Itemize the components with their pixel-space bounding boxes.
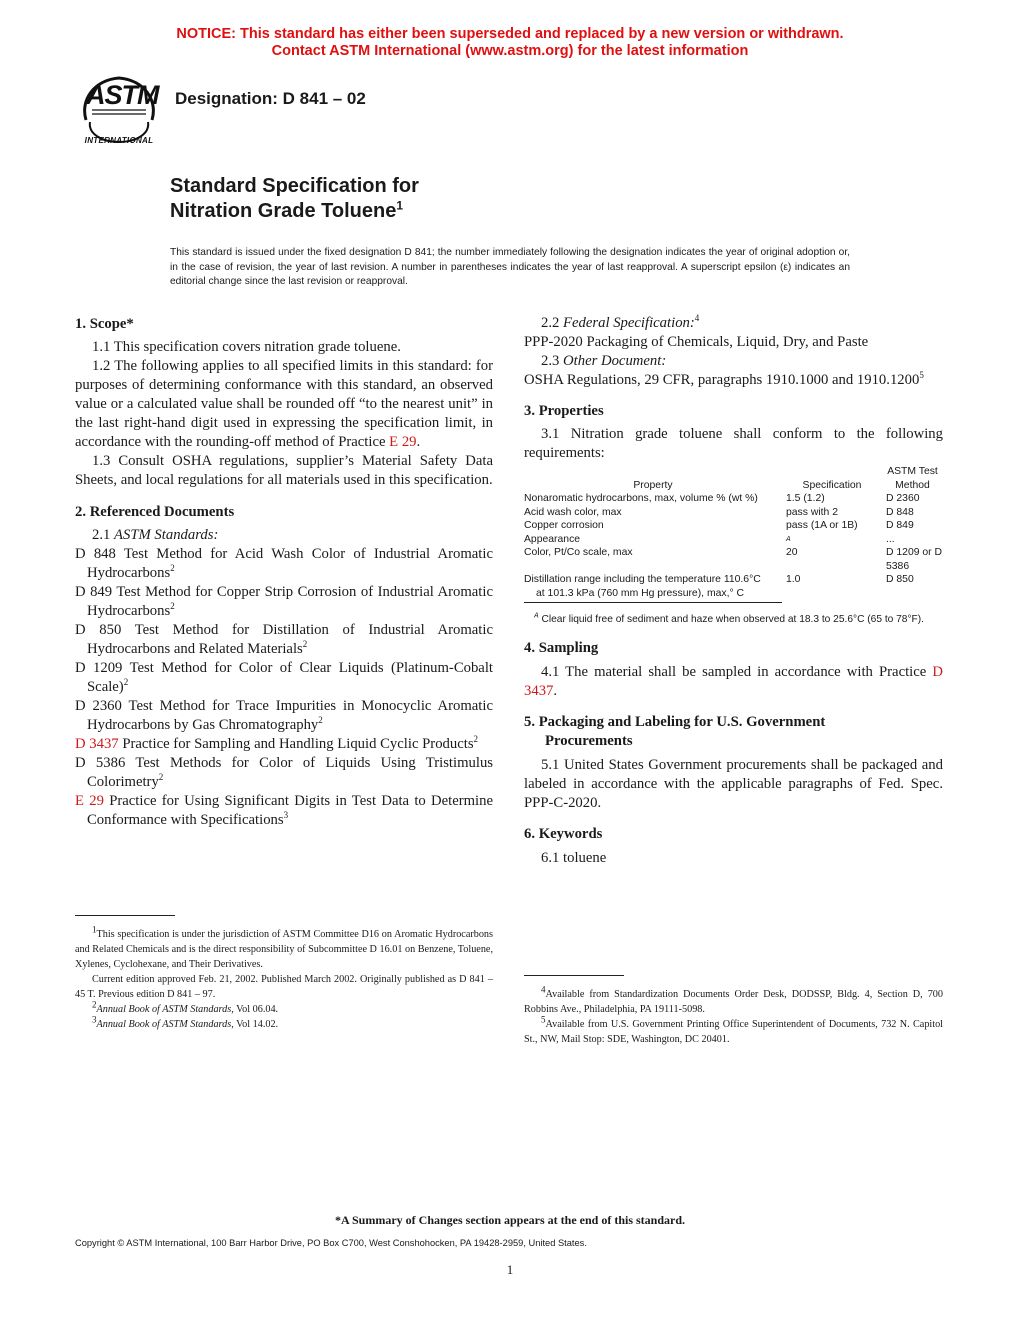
table-row	[524, 519, 943, 533]
cell-method: D 2360	[886, 493, 920, 504]
packaging-5-1: 5.1 United States Government procurements shall be packaged and labeled in accordance with the applicable paragraphs of Fed. Spec. PPP-C-2020.	[524, 757, 943, 811]
packaging-heading-l2: Procurements	[545, 733, 633, 749]
footnote-3-rest: , Vol 14.02.	[231, 1019, 279, 1030]
table-note-text: Clear liquid free of sediment and haze when observed at 18.3 to 25.6°C (65 to 78°F).	[541, 614, 924, 625]
scope-1-3: 1.3 Consult OSHA regulations, supplier’s Material Safety Data Sheets, and local regulations for all materials used in this specification.	[75, 453, 493, 488]
scope-1-1: 1.1 This specification covers nitration grade toluene.	[92, 339, 401, 355]
logo-letters: ASTM	[86, 80, 159, 110]
reference-list	[75, 545, 493, 830]
footnote-rule-right	[524, 975, 624, 976]
refs-2-2	[524, 314, 943, 333]
cell-specification: pass with 2	[786, 506, 838, 518]
cell-property: Distillation range including the temperature 110.6°C at 101.3 kPa (760 mm Hg pressure), max,° C	[524, 574, 761, 599]
reference-title: Practice for Sampling and Handling Liquid Cyclic Products	[122, 736, 474, 752]
reference-item	[75, 583, 493, 621]
footnote-1b: Current edition approved Feb. 21, 2002. Published March 2002. Originally published as D 841 – 45 T. Previous edition D 841 – 97.	[75, 974, 493, 1000]
refs-2-1-label: ASTM Standards:	[114, 527, 219, 543]
notice-line-1: NOTICE: This standard has either been superseded and replaced by a new version or withdrawn.	[176, 26, 844, 42]
reference-title: Test Method for Acid Wash Color of Industrial Aromatic Hydrocarbons	[87, 546, 493, 581]
scope-heading: 1. Scope*	[75, 316, 134, 332]
footnote-1-num: 1	[92, 924, 97, 935]
refs-2-3-label: Other Document:	[563, 353, 667, 369]
designation: Designation: D 841 – 02	[175, 89, 366, 108]
cell-method: D 849	[886, 520, 914, 531]
reference-footnote-ref: 2	[123, 677, 129, 688]
keywords-heading: 6. Keywords	[524, 826, 603, 842]
reference-footnote-ref: 3	[283, 810, 289, 821]
copyright: Copyright © ASTM International, 100 Barr Harbor Drive, PO Box C700, West Conshohocken, PA 19428-2959, United States.	[75, 1238, 587, 1248]
refs-2-2-num: 2.2	[541, 315, 560, 331]
reference-item	[75, 792, 493, 830]
refs-2-2-sup: 4	[694, 313, 700, 324]
reference-title: Test Method for Distillation of Industrial Aromatic Hydrocarbons and Related Materials	[87, 622, 493, 657]
packaging-heading-l1: 5. Packaging and Labeling for U.S. Government	[524, 714, 826, 730]
notice-line-2: Contact ASTM International (www.astm.org) for the latest information	[271, 43, 749, 59]
packaging-heading	[524, 713, 943, 751]
properties-table-wrap	[524, 465, 943, 627]
col-property: Property	[633, 479, 673, 491]
reference-item	[75, 621, 493, 659]
reference-code: D 2360	[75, 698, 122, 714]
reference-footnote-ref: 2	[318, 715, 323, 726]
document-title	[170, 174, 419, 224]
refs-heading: 2. Referenced Documents	[75, 504, 235, 520]
summary-note: *A Summary of Changes section appears at the end of this standard.	[334, 1213, 686, 1227]
fed-spec-item: PPP-2020 Packaging of Chemicals, Liquid, Dry, and Paste	[524, 334, 869, 350]
issuance-note: This standard is issued under the fixed designation D 841; the number immediately following the designation indicates the year of original adoption or, in the case of revision, the year of last revision. A number in parentheses indicates the year of last reapproval. A superscript epsilon (ε) indicates an editorial change since the last revision or reapproval.	[170, 247, 850, 288]
reference-item	[75, 697, 493, 735]
cell-specification: A	[786, 535, 791, 543]
cell-specification: pass (1A or 1B)	[786, 520, 858, 531]
table-row	[524, 492, 943, 506]
reference-item	[75, 754, 493, 792]
col-method-line-1: ASTM Test	[887, 466, 938, 477]
refs-2-2-label: Federal Specification:	[563, 315, 695, 331]
col-specification: Specification	[802, 479, 862, 491]
reference-footnote-ref: 2	[170, 563, 175, 574]
title-line-2: Nitration Grade Toluene	[170, 200, 397, 222]
cell-method: D 1209 or D 5386	[886, 547, 943, 572]
reference-code: D 848	[75, 546, 116, 562]
reference-footnote-ref: 2	[158, 772, 164, 783]
cell-method: D 848	[886, 506, 914, 518]
cell-property: Copper corrosion	[524, 520, 604, 531]
reference-code: D 850	[75, 622, 122, 638]
scope-1-2-end: .	[416, 434, 421, 450]
reference-footnote-ref: 2	[170, 601, 175, 612]
scope-1-2	[75, 357, 493, 452]
cell-method: D 850	[886, 574, 914, 585]
footnote-3-num: 3	[92, 1014, 97, 1025]
table-row	[524, 573, 943, 600]
reference-footnote-ref: 2	[302, 639, 308, 650]
col-method	[882, 465, 943, 492]
keywords-6-1: 6.1 toluene	[541, 850, 607, 866]
title-line-1: Standard Specification for	[170, 175, 419, 197]
astm-logo	[72, 70, 166, 150]
right-column	[524, 314, 943, 868]
footnote-2-num: 2	[92, 999, 97, 1010]
footnote-1	[75, 924, 493, 972]
footnotes-left	[75, 924, 493, 1032]
table-note-sup: A	[534, 612, 539, 620]
reference-title: Test Methods for Color of Liquids Using Tristimulus Colorimetry	[87, 755, 493, 790]
cell-property: Appearance	[524, 533, 581, 545]
reference-item	[75, 545, 493, 583]
sampling-heading: 4. Sampling	[524, 640, 599, 656]
reference-title: Test Method for Color of Clear Liquids (Platinum-Cobalt Scale)	[87, 660, 493, 695]
refs-2-3	[524, 352, 943, 371]
footnote-5-num: 5	[541, 1014, 546, 1025]
table-rule	[524, 602, 782, 603]
reference-title: Test Method for Copper Strip Corrosion of Industrial Aromatic Hydrocarbons	[87, 584, 493, 619]
footnote-5	[524, 1014, 943, 1047]
osha-sup: 5	[919, 370, 924, 381]
reference-item	[75, 735, 493, 754]
logo-caption: INTERNATIONAL	[84, 136, 154, 145]
left-column	[75, 315, 493, 830]
superseded-notice	[0, 26, 1020, 60]
properties-heading: 3. Properties	[524, 403, 604, 419]
sampling-text: 4.1 The material shall be sampled in accordance with Practice	[541, 664, 927, 680]
footnote-1-text: This specification is under the jurisdiction of ASTM Committee D16 on Aromatic Hydrocarbons and Related Chemicals and is the direct responsibility of Subcommittee D 16.01 on Benzene, Toluene, Xylenes, Cyclohexane, and Their Derivatives.	[75, 929, 493, 970]
footnotes-right	[524, 984, 943, 1047]
refs-2-1-num: 2.1	[92, 527, 111, 543]
reference-item	[75, 659, 493, 697]
properties-3-1: 3.1 Nitration grade toluene shall conform to the following requirements:	[524, 426, 943, 461]
reference-title: Test Method for Trace Impurities in Monocyclic Aromatic Hydrocarbons by Gas Chromatography	[87, 698, 493, 733]
reference-code[interactable]: D 3437	[75, 736, 119, 752]
reference-code: D 1209	[75, 660, 123, 676]
footnote-3-italic: Annual Book of ASTM Standards	[96, 1019, 232, 1030]
title-footnote-ref[interactable]: 1	[396, 198, 404, 213]
footnote-2-rest: , Vol 06.04.	[231, 1004, 279, 1015]
cell-specification: 20	[786, 547, 798, 558]
cell-specification: 1.0	[786, 574, 801, 585]
page-number: 1	[506, 1262, 514, 1277]
cell-specification: 1.5 (1.2)	[786, 493, 825, 504]
reference-code[interactable]: E 29	[75, 793, 104, 809]
table-row	[524, 546, 943, 573]
cell-property: Acid wash color, max	[524, 506, 622, 518]
footnote-2-italic: Annual Book of ASTM Standards	[96, 1004, 232, 1015]
refs-2-1	[75, 526, 493, 545]
refs-2-3-num: 2.3	[541, 353, 560, 369]
reference-code: D 5386	[75, 755, 126, 771]
table-row	[524, 533, 943, 547]
col-method-line-2: Method	[895, 479, 930, 491]
properties-table	[524, 465, 943, 600]
cell-property: Nonaromatic hydrocarbons, max, volume % (wt %)	[524, 493, 758, 504]
footnote-5-text: Available from U.S. Government Printing Office Superintendent of Documents, 732 N. Capitol St., NW, Mail Stop: SDE, Washington, DC 20401.	[524, 1019, 943, 1045]
footnote-rule-left	[75, 915, 175, 916]
table-note	[524, 612, 943, 627]
footnote-4-num: 4	[541, 984, 546, 995]
footnote-4-text: Available from Standardization Documents Order Desk, DODSSP, Bldg. 4, Section D, 700 Robbins Ave., Philadelphia, PA 19111-5098.	[524, 989, 943, 1015]
scope-1-2-text: 1.2 The following applies to all specified limits in this standard: for purposes of determining conformance with this standard, an observed value or a calculated value shall be rounded off “to the nearest unit” in the last right-hand digit used in expressing the specification limit, in accordance with the rounding-off method of Practice	[75, 358, 493, 450]
osha-item	[524, 371, 943, 390]
footnote-3	[75, 1014, 493, 1032]
d3437-link[interactable]: D 3437	[524, 664, 943, 699]
cell-method: ...	[886, 533, 895, 545]
sampling-4-1	[524, 663, 943, 701]
e29-link[interactable]: E 29	[389, 434, 417, 450]
reference-footnote-ref: 2	[473, 734, 479, 745]
osha-text: OSHA Regulations, 29 CFR, paragraphs 1910.1000 and 1910.1200	[524, 372, 920, 388]
footnote-2	[75, 999, 493, 1017]
footnote-4	[524, 984, 943, 1017]
reference-title: Practice for Using Significant Digits in Test Data to Determine Conformance with Specifications	[87, 793, 493, 828]
table-row	[524, 506, 943, 520]
reference-code: D 849	[75, 584, 113, 600]
cell-property: Color, Pt/Co scale, max	[524, 547, 633, 558]
sampling-end: .	[553, 683, 558, 699]
